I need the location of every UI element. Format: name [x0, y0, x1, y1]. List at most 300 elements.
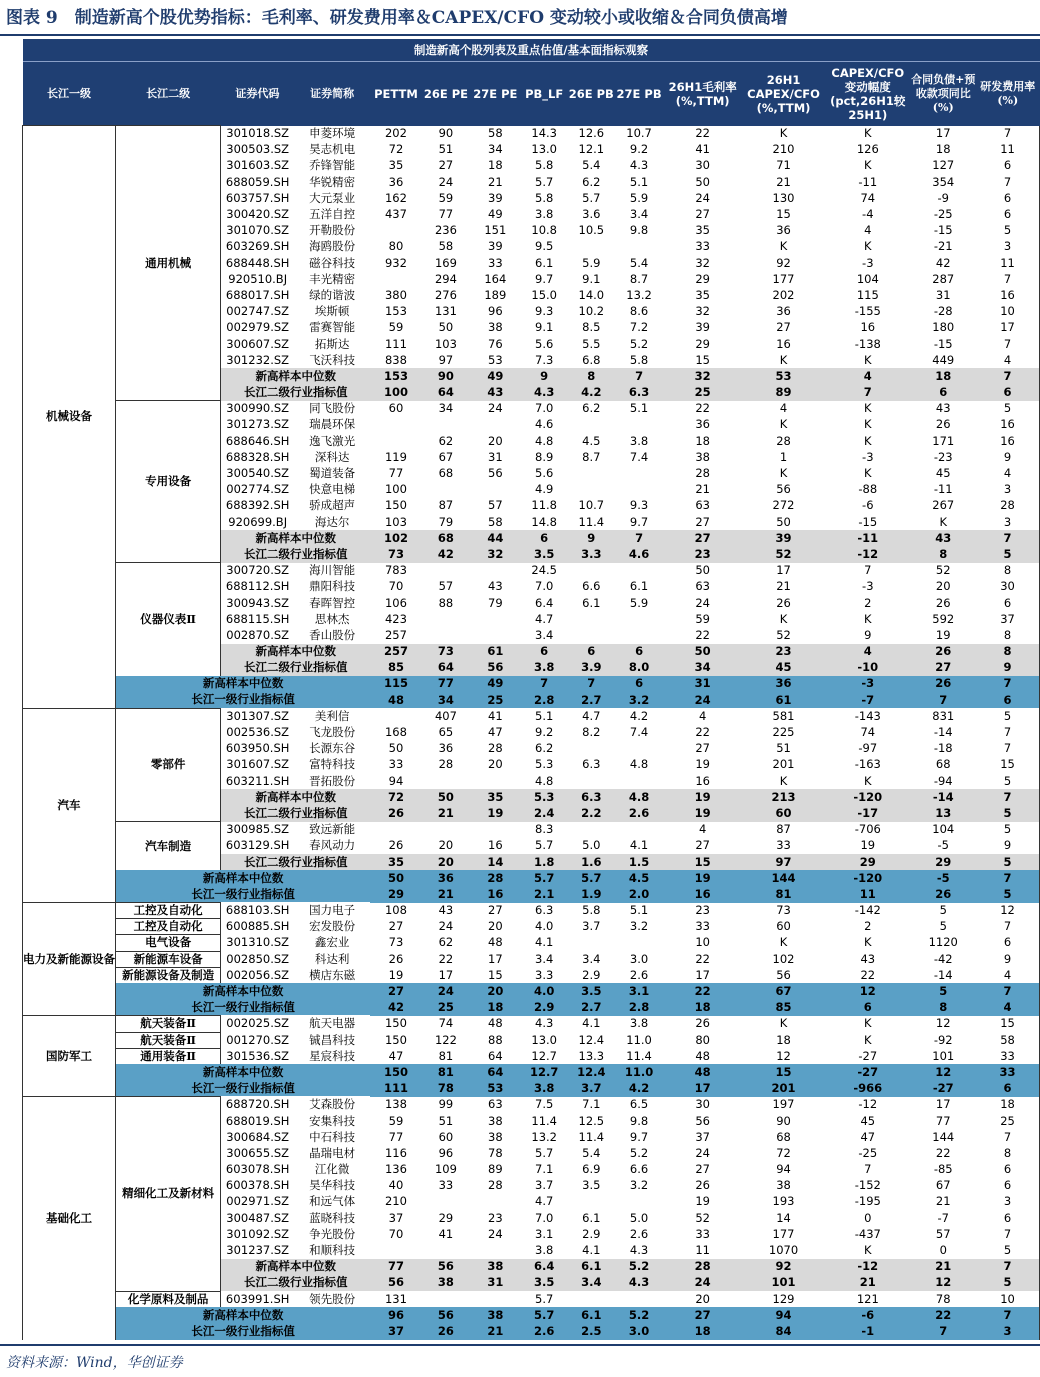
value-cell: 32 — [695, 255, 710, 270]
stock-name: 快意电梯 — [309, 482, 356, 497]
value-cell — [568, 563, 615, 579]
value-cell: 53 — [488, 352, 503, 367]
value-cell: -7 — [937, 1210, 949, 1225]
value-cell: 6.1 — [629, 579, 649, 594]
row-label: 新高样本中位数 — [221, 1259, 371, 1275]
value-cell: 3.5 — [520, 546, 567, 562]
value-cell: 129 — [772, 1291, 795, 1306]
value-cell: 33 — [695, 919, 710, 934]
value-cell: 24 — [438, 174, 454, 189]
value-cell: 77 — [388, 466, 404, 481]
value-cell: 88 — [488, 1032, 503, 1047]
value-cell: 202 — [772, 287, 795, 302]
value-cell: 4.3 — [535, 1016, 554, 1031]
value-cell: 43 — [488, 579, 503, 594]
value-cell: 106 — [384, 595, 407, 610]
stock-code: 920699.BJ — [228, 514, 288, 529]
value-cell: 33 — [776, 838, 791, 853]
value-cell: -11 — [825, 530, 910, 546]
value-cell: 210 — [384, 1194, 407, 1209]
value-cell: 68 — [935, 757, 951, 772]
stock-name: 鼎阳科技 — [309, 579, 356, 594]
value-cell: -3 — [825, 676, 910, 692]
row-label: 长江二级行业指标值 — [221, 805, 371, 821]
column-header: PB_LF — [520, 62, 567, 126]
value-cell — [568, 822, 615, 838]
value-cell: 9.2 — [629, 142, 649, 157]
value-cell: -14 — [933, 967, 953, 982]
column-header: 合同负债+预收款项同比(%) — [910, 62, 976, 126]
value-cell: 63 — [695, 498, 710, 513]
value-cell: 27 — [695, 207, 710, 222]
value-cell: 7.2 — [629, 320, 649, 335]
value-cell: 88 — [438, 595, 454, 610]
stock-name: 中石科技 — [309, 1129, 356, 1144]
table-row — [23, 935, 1040, 951]
value-cell: -11 — [933, 482, 953, 497]
value-cell: 64 — [422, 660, 470, 676]
value-cell: 35 — [470, 789, 520, 805]
value-cell: 104 — [932, 822, 955, 837]
value-cell: 127 — [932, 158, 955, 173]
value-cell: 1.9 — [568, 886, 615, 902]
value-cell: 5.8 — [582, 903, 601, 918]
value-cell: 3.4 — [535, 627, 554, 642]
level2-industry: 新能源设备及制造 — [116, 967, 221, 983]
value-cell: 24 — [488, 401, 503, 416]
table-row — [23, 919, 1040, 935]
value-cell: 119 — [384, 449, 407, 464]
value-cell: 99 — [438, 1097, 454, 1112]
value-cell: 109 — [434, 1162, 457, 1177]
super-header: 制造新高个股列表及重点估值/基本面指标观察 — [23, 39, 1040, 62]
value-cell: 78 — [935, 1291, 951, 1306]
value-cell: 60 — [438, 1129, 454, 1144]
value-cell: 32 — [663, 368, 741, 384]
value-cell: 50 — [663, 644, 741, 660]
value-cell: 73 — [776, 903, 791, 918]
value-cell: 3.9 — [568, 660, 615, 676]
value-cell: 4 — [864, 223, 872, 238]
value-cell: 28 — [438, 757, 454, 772]
stock-name: 五洋自控 — [309, 207, 356, 222]
value-cell: 18 — [663, 1000, 741, 1016]
value-cell: 6 — [976, 158, 1039, 174]
stock-code: 603757.SH — [225, 190, 290, 205]
value-cell: 17 — [935, 1097, 951, 1112]
row-label: 长江二级行业指标值 — [221, 660, 371, 676]
value-cell: 5.0 — [582, 838, 601, 853]
stock-name: 安集科技 — [309, 1113, 356, 1128]
value-cell: K — [864, 158, 872, 173]
level1-indicator-row — [23, 886, 1040, 902]
value-cell: 15 — [776, 207, 791, 222]
stock-name: 磁谷科技 — [309, 255, 356, 270]
value-cell: 24 — [663, 692, 741, 708]
value-cell: 6.3 — [535, 903, 554, 918]
value-cell: 7.5 — [535, 1097, 554, 1112]
value-cell: 4.8 — [535, 433, 554, 448]
value-cell: 38 — [488, 1129, 503, 1144]
stock-code: 002056.SZ — [226, 967, 290, 982]
value-cell: 5.9 — [582, 255, 601, 270]
stock-name: 思林杰 — [314, 611, 350, 626]
value-cell: 24 — [695, 595, 710, 610]
value-cell: 16 — [663, 886, 741, 902]
stock-table — [22, 39, 1040, 1340]
value-cell: 12.4 — [568, 1064, 615, 1080]
level2-industry: 专用设备 — [116, 401, 221, 563]
level2-industry: 工控及自动化 — [116, 919, 221, 935]
value-cell: 23 — [663, 546, 741, 562]
value-cell: -163 — [854, 757, 881, 772]
value-cell: 3.7 — [535, 1178, 554, 1193]
stock-code: 603078.SH — [225, 1162, 290, 1177]
value-cell: -195 — [854, 1194, 881, 1209]
table-row — [23, 126, 1040, 142]
value-cell: 18 — [935, 142, 951, 157]
value-cell: 2.9 — [582, 1226, 601, 1241]
value-cell: 3.5 — [568, 983, 615, 999]
value-cell: 70 — [388, 1226, 404, 1241]
value-cell: 9.7 — [629, 1129, 649, 1144]
value-cell: 5 — [976, 223, 1039, 239]
value-cell: 34 — [422, 692, 470, 708]
value-cell: 783 — [384, 563, 407, 578]
value-cell: 37 — [370, 1323, 422, 1339]
value-cell: 12 — [910, 1064, 976, 1080]
value-cell: 103 — [434, 336, 457, 351]
value-cell: 30 — [976, 579, 1039, 595]
value-cell — [615, 1194, 664, 1210]
value-cell: 4.3 — [615, 1275, 664, 1291]
value-cell: 37 — [976, 611, 1039, 627]
value-cell: 3.7 — [568, 1081, 615, 1097]
value-cell: 11 — [976, 255, 1039, 271]
value-cell: 48 — [488, 1016, 503, 1031]
value-cell: 201 — [742, 1081, 825, 1097]
value-cell — [615, 1291, 664, 1307]
stock-name: 海鸥股份 — [309, 239, 356, 254]
value-cell: 12.4 — [578, 1032, 605, 1047]
value-cell: 34 — [488, 142, 503, 157]
value-cell: 6.2 — [582, 401, 601, 416]
value-cell: 5.1 — [629, 401, 649, 416]
value-cell: -6 — [862, 498, 874, 513]
value-cell: 20 — [695, 1291, 710, 1306]
value-cell — [422, 822, 470, 838]
stock-name: 铖昌科技 — [309, 1032, 356, 1047]
value-cell: 74 — [860, 725, 876, 740]
stock-code: 603269.SH — [225, 239, 290, 254]
value-cell: 6 — [568, 644, 615, 660]
value-cell: 27 — [910, 660, 976, 676]
value-cell: 5.4 — [582, 158, 601, 173]
value-cell: 5.7 — [568, 870, 615, 886]
value-cell: 4.3 — [520, 385, 567, 401]
value-cell: 193 — [772, 1194, 795, 1209]
value-cell — [568, 1194, 615, 1210]
value-cell: 11.0 — [615, 1064, 664, 1080]
value-cell: 4.0 — [535, 919, 554, 934]
value-cell: 26 — [910, 676, 976, 692]
value-cell: 6.4 — [520, 1259, 567, 1275]
value-cell: 9.3 — [535, 304, 554, 319]
value-cell: 21 — [910, 1259, 976, 1275]
value-cell: 6 — [615, 676, 664, 692]
stock-code: 300503.SZ — [226, 142, 290, 157]
value-cell: 5.7 — [535, 1145, 554, 1160]
value-cell: -12 — [858, 1097, 878, 1112]
value-cell: 7 — [864, 563, 872, 578]
value-cell: 932 — [384, 255, 407, 270]
figure-title: 图表 9 制造新高个股优势指标：毛利率、研发费用率＆CAPEX/CFO 变动较小或收缩＆合同负债高增 — [6, 8, 788, 28]
value-cell: 6 — [976, 1210, 1039, 1226]
stock-name: 春晖智控 — [309, 595, 356, 610]
value-cell: 36 — [776, 223, 791, 238]
value-cell — [615, 822, 664, 838]
source-note: 资料来源：Wind，华创证券 — [6, 1355, 183, 1371]
stock-name: 春风动力 — [309, 838, 356, 853]
value-cell: 20 — [488, 757, 503, 772]
value-cell: 62 — [438, 433, 454, 448]
value-cell: 38 — [776, 1178, 791, 1193]
value-cell: 3.2 — [629, 919, 649, 934]
value-cell: 96 — [438, 1145, 454, 1160]
value-cell: 15 — [742, 1064, 825, 1080]
value-cell: 5.3 — [535, 757, 554, 772]
value-cell: -14 — [910, 789, 976, 805]
value-cell: 197 — [772, 1097, 795, 1112]
stock-code: 300487.SZ — [226, 1210, 290, 1225]
value-cell: 43 — [438, 903, 454, 918]
value-cell: 36 — [695, 417, 710, 432]
value-cell: 4 — [976, 352, 1039, 368]
value-cell — [422, 482, 470, 498]
value-cell: 15 — [488, 967, 503, 982]
stock-name: 鑫宏业 — [314, 935, 350, 950]
value-cell: 11.0 — [626, 1032, 652, 1047]
value-cell: 5.7 — [520, 1307, 567, 1323]
value-cell: -88 — [858, 482, 878, 497]
value-cell: 8 — [568, 368, 615, 384]
value-cell: 64 — [422, 385, 470, 401]
value-cell: 85 — [742, 1000, 825, 1016]
value-cell: 78 — [488, 1145, 503, 1160]
table-row — [23, 951, 1040, 967]
column-header: CAPEX/CFO 变动幅度 (pct,26H1较25H1) — [825, 62, 910, 126]
row-label: 长江二级行业指标值 — [221, 1275, 371, 1291]
value-cell: 111 — [370, 1081, 422, 1097]
value-cell: 40 — [388, 1178, 404, 1193]
value-cell: -27 — [858, 1048, 878, 1063]
value-cell: -27 — [910, 1081, 976, 1097]
stock-name: 美利信 — [314, 708, 350, 723]
value-cell: 5 — [976, 822, 1039, 838]
value-cell: 6.2 — [535, 741, 554, 756]
value-cell: 3.0 — [629, 951, 649, 966]
value-cell: K — [864, 466, 872, 481]
value-cell: 12 — [776, 1048, 791, 1063]
value-cell — [615, 417, 664, 433]
value-cell: 56 — [488, 466, 503, 481]
value-cell: 29 — [910, 854, 976, 870]
sector-median-row — [23, 1064, 1040, 1080]
stock-code: 600378.SH — [225, 1178, 290, 1193]
value-cell: 35 — [388, 158, 404, 173]
value-cell: 15 — [976, 757, 1039, 773]
value-cell: 8 — [976, 1145, 1039, 1161]
value-cell: 3 — [976, 1194, 1039, 1210]
value-cell: 17 — [438, 967, 454, 982]
stock-name: 申菱环境 — [309, 126, 356, 141]
value-cell: 9.2 — [535, 725, 554, 740]
stock-code: 300720.SZ — [226, 563, 290, 578]
value-cell — [470, 1194, 520, 1210]
value-cell — [470, 482, 520, 498]
sector-median-row — [23, 870, 1040, 886]
level2-industry: 通用装备Ⅱ — [116, 1048, 221, 1064]
value-cell: 25 — [976, 1113, 1039, 1129]
value-cell: K — [779, 773, 788, 788]
stock-code: 002774.SZ — [226, 482, 290, 497]
value-cell: 9 — [976, 660, 1039, 676]
value-cell: 17 — [695, 967, 710, 982]
value-cell: 14.0 — [578, 287, 605, 302]
value-cell: 5.8 — [629, 352, 649, 367]
value-cell: 26 — [776, 595, 791, 610]
value-cell: 17 — [776, 563, 791, 578]
value-cell: 3.0 — [615, 1323, 664, 1339]
value-cell: -138 — [854, 336, 881, 351]
stock-code: 300655.SZ — [226, 1145, 290, 1160]
value-cell — [422, 773, 470, 789]
stock-code: 301603.SZ — [226, 158, 290, 173]
level1-industry: 基础化工 — [23, 1097, 116, 1340]
table-row — [23, 1097, 1040, 1113]
value-cell — [568, 465, 615, 481]
value-cell: 43 — [470, 385, 520, 401]
value-cell: 267 — [932, 498, 955, 513]
value-cell — [470, 822, 520, 838]
value-cell: 70 — [388, 579, 404, 594]
value-cell: 80 — [388, 239, 404, 254]
value-cell: 67 — [935, 1178, 951, 1193]
value-cell: 9 — [568, 530, 615, 546]
value-cell: 102 — [772, 951, 795, 966]
value-cell: 4.3 — [629, 1243, 649, 1258]
stock-name: 逸飞激光 — [309, 433, 356, 448]
title-rule — [0, 34, 1040, 36]
value-cell: 276 — [434, 287, 457, 302]
value-cell: 10 — [695, 935, 710, 950]
value-cell: -706 — [854, 822, 881, 837]
row-label: 新高样本中位数 — [116, 676, 371, 692]
value-cell: 16 — [976, 417, 1039, 433]
value-cell: 11.4 — [578, 1129, 605, 1144]
value-cell: 7.1 — [582, 1097, 601, 1112]
value-cell: 3.8 — [629, 433, 649, 448]
column-header: 26E PB — [568, 62, 615, 126]
value-cell: 6 — [976, 1081, 1039, 1097]
value-cell: 3.4 — [535, 951, 554, 966]
value-cell: 22 — [663, 983, 741, 999]
value-cell: 21 — [470, 1323, 520, 1339]
value-cell: 7 — [976, 724, 1039, 740]
value-cell — [370, 417, 422, 433]
value-cell: 7 — [910, 692, 976, 708]
value-cell: 39 — [695, 320, 710, 335]
value-cell: 60 — [388, 401, 404, 416]
value-cell: 177 — [772, 271, 795, 286]
value-cell: 38 — [470, 1307, 520, 1323]
value-cell: 18 — [470, 1000, 520, 1016]
value-cell: -85 — [933, 1162, 953, 1177]
table-row — [23, 1048, 1040, 1064]
value-cell: 24 — [438, 919, 454, 934]
value-cell — [422, 611, 470, 627]
value-cell: 7 — [615, 368, 664, 384]
row-label: 新高样本中位数 — [221, 530, 371, 546]
value-cell: 18 — [776, 1032, 791, 1047]
table-row — [23, 708, 1040, 724]
value-cell: 7 — [976, 1307, 1039, 1323]
row-label: 新高样本中位数 — [116, 983, 371, 999]
value-cell: -5 — [910, 870, 976, 886]
value-cell: 84 — [742, 1323, 825, 1339]
value-cell: 5 — [976, 546, 1039, 562]
value-cell: -3 — [862, 449, 874, 464]
value-cell: -12 — [825, 1259, 910, 1275]
value-cell: 20 — [488, 919, 503, 934]
value-cell: 56 — [695, 1113, 710, 1128]
value-cell: 47 — [488, 725, 503, 740]
value-cell: 90 — [438, 126, 454, 141]
value-cell: 24 — [422, 983, 470, 999]
value-cell: 164 — [484, 271, 507, 286]
value-cell: 4.7 — [535, 611, 554, 626]
value-cell: 50 — [422, 789, 470, 805]
value-cell: -27 — [825, 1064, 910, 1080]
value-cell: 17 — [976, 320, 1039, 336]
value-cell: 144 — [742, 870, 825, 886]
value-cell: 79 — [488, 595, 503, 610]
value-cell: 24 — [695, 1145, 710, 1160]
value-cell: -1 — [825, 1323, 910, 1339]
value-cell: 14.3 — [531, 126, 557, 141]
value-cell: 26 — [388, 838, 404, 853]
level1-industry: 国防军工 — [23, 1016, 116, 1097]
value-cell: -25 — [858, 1145, 878, 1160]
value-cell: 6 — [976, 206, 1039, 222]
value-cell — [568, 611, 615, 627]
value-cell: 5 — [976, 1275, 1039, 1291]
row-label: 长江一级行业指标值 — [116, 692, 371, 708]
value-cell: 22 — [438, 951, 454, 966]
value-cell: 380 — [384, 287, 407, 302]
value-cell: 52 — [935, 563, 951, 578]
value-cell: 81 — [422, 1064, 470, 1080]
stock-code: 688017.SH — [225, 287, 290, 302]
value-cell: 56 — [422, 1259, 470, 1275]
value-cell: 4.8 — [629, 757, 649, 772]
value-cell: 12.7 — [531, 1048, 557, 1063]
value-cell: 32 — [470, 546, 520, 562]
value-cell: 17 — [935, 126, 951, 141]
stock-code: 688103.SH — [225, 903, 290, 918]
value-cell: 77 — [388, 1129, 404, 1144]
value-cell — [422, 1291, 470, 1307]
